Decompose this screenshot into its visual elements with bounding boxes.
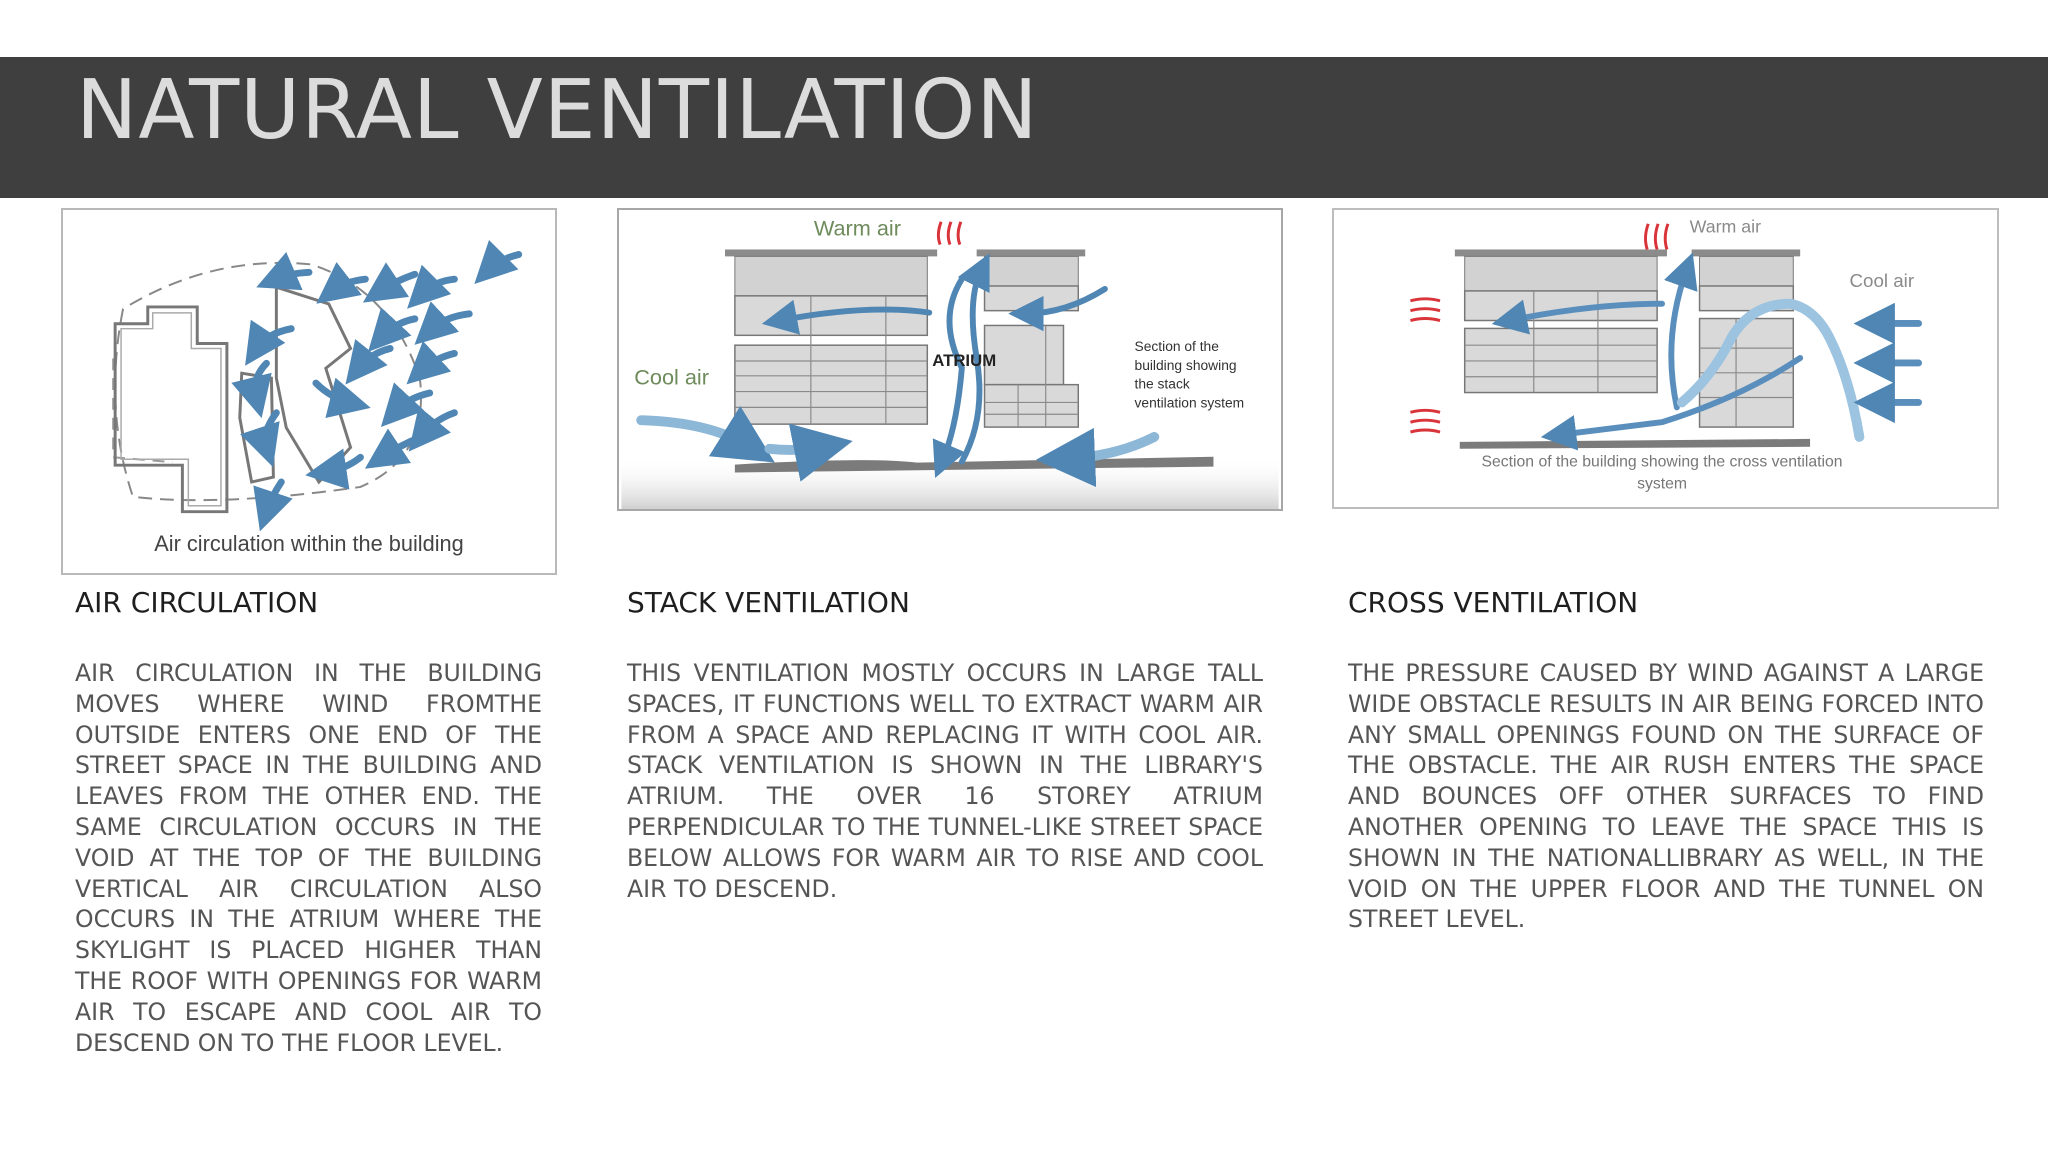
stack-note-line-3: the stack bbox=[1134, 375, 1190, 392]
cross-caption-line-2: system bbox=[1637, 475, 1688, 493]
stack-warm-air-label: Warm air bbox=[813, 215, 901, 241]
stack-cool-air-label: Cool air bbox=[634, 364, 709, 390]
cross-ventilation-diagram bbox=[1332, 208, 1999, 509]
air-circulation-heading: AIR CIRCULATION bbox=[75, 586, 319, 619]
air-circulation-diagram bbox=[61, 208, 557, 575]
cross-ventilation-body: THE PRESSURE CAUSED BY WIND AGAINST A LARGE WIDE OBSTACLE RESULTS IN AIR BEING FORCED INTO ANY SMALL OPENINGS FOUND ON THE SURFACE OF THE OBSTACLE. THE AIR RUSH ENTERS THE SPACE AND BOUNCES OFF OTHER SURFACES TO FIND ANOTHER OPENING TO LEAVE THE SPACE THIS IS SHOWN IN THE NATIONALLIBRARY AS WELL, IN THE VOID ON THE UPPER FLOOR AND THE TUNNEL ON STREET LEVEL. bbox=[1348, 659, 1984, 934]
atrium-label: ATRIUM bbox=[932, 350, 997, 370]
air-circulation-caption: Air circulation within the building bbox=[154, 531, 464, 557]
title-bar bbox=[0, 57, 2048, 198]
cross-caption-line-1: Section of the building showing the cross ventilation bbox=[1481, 453, 1843, 471]
stack-ventilation-heading: STACK VENTILATION bbox=[627, 586, 910, 619]
page-title: NATURAL VENTILATION bbox=[76, 63, 1039, 158]
stack-note-line-4: ventilation system bbox=[1134, 394, 1245, 411]
stack-note-line-2: building showing bbox=[1134, 356, 1237, 373]
stack-ventilation-body: THIS VENTILATION MOSTLY OCCURS IN LARGE TALL SPACES, IT FUNCTIONS WELL TO EXTRACT WARM AIR FROM A SPACE AND REPLACING IT WITH COOL AIR. STACK VENTILATION IS SHOWN IN THE LIBRARY'S ATRIUM. THE OVER 16 STOREY ATRIUM PERPENDICULAR TO THE TUNNEL-LIKE STREET SPACE BELOW ALLOWS FOR WARM AIR TO RISE AND COOL AIR TO DESCEND. bbox=[627, 659, 1263, 903]
cross-warm-air-label: Warm air bbox=[1689, 216, 1762, 237]
air-circulation-body: AIR CIRCULATION IN THE BUILDING MOVES WHERE WIND FROMTHE OUTSIDE ENTERS ONE END OF THE STREET SPACE IN THE BUILDING AND LEAVES FROM THE OTHER END. THE SAME CIRCULATION OCCURS IN THE VOID AT THE TOP OF THE BUILDING VERTICAL AIR CIRCULATION ALSO OCCURS IN THE ATRIUM WHERE THE SKYLIGHT IS PLACED HIGHER THAN THE ROOF WITH OPENINGS FOR WARM AIR TO ESCAPE AND COOL AIR TO DESCEND ON TO THE FLOOR LEVEL. bbox=[75, 659, 542, 1057]
stack-ventilation-diagram bbox=[617, 208, 1283, 511]
stack-note-line-1: Section of the bbox=[1134, 338, 1219, 355]
cross-ventilation-heading: CROSS VENTILATION bbox=[1348, 586, 1639, 619]
cross-cool-air-label: Cool air bbox=[1849, 269, 1915, 291]
